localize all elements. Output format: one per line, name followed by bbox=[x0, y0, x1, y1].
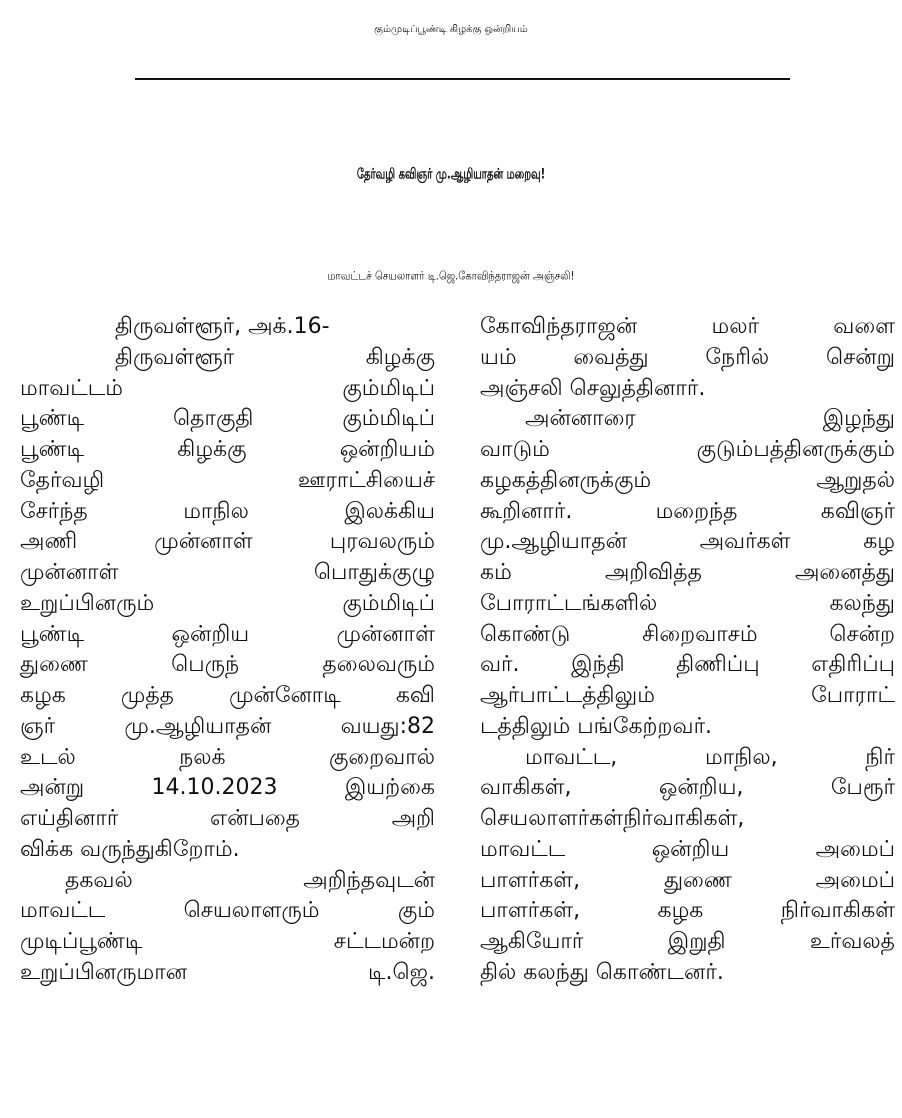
text-line bbox=[480, 527, 895, 558]
word: பாளர்கள், bbox=[480, 867, 581, 893]
word: நிர் bbox=[865, 744, 895, 770]
word: அன்று bbox=[20, 775, 85, 801]
text-line bbox=[20, 374, 435, 405]
word: அவர்கள் bbox=[699, 529, 791, 555]
text-line bbox=[480, 466, 895, 497]
word: சட்டமன்ற bbox=[333, 929, 435, 954]
word: திருவள்ளூர் bbox=[115, 344, 235, 370]
text-line: தில் கலந்து கொண்டனர். bbox=[480, 959, 724, 985]
word: அன்னாரை bbox=[525, 406, 636, 432]
word: இயற்கை bbox=[344, 775, 435, 801]
word: நலக் bbox=[179, 744, 226, 770]
word: ஒன்றிய bbox=[651, 836, 730, 862]
word: முன்னாள் bbox=[20, 560, 119, 585]
word: புரவலரும் bbox=[329, 529, 435, 555]
word: மாநில bbox=[183, 498, 249, 524]
word: வளை bbox=[833, 314, 895, 339]
word: முன்னாள் bbox=[154, 529, 253, 555]
headline: தேர்வழி கவிஞர் மு.ஆழியாதன் மறைவு! bbox=[356, 167, 546, 183]
text-line bbox=[480, 866, 895, 897]
word: தொகுதி bbox=[173, 406, 254, 432]
text-line bbox=[20, 497, 435, 528]
text-line bbox=[20, 958, 435, 989]
text-line bbox=[480, 558, 895, 589]
word: அறிந்தவுடன் bbox=[303, 867, 435, 893]
word: துணை bbox=[20, 652, 88, 678]
word: ஞர் bbox=[20, 713, 56, 739]
word: இறுதி bbox=[667, 929, 726, 954]
text-line bbox=[20, 681, 435, 712]
word: மாவட்ட, bbox=[525, 744, 618, 770]
word: வைத்து bbox=[573, 344, 649, 370]
word: கவி bbox=[395, 683, 435, 708]
word: திணிப்பு bbox=[676, 652, 760, 678]
word: போராட் bbox=[811, 683, 895, 708]
word: அணி bbox=[20, 529, 78, 555]
word: மலர் bbox=[711, 314, 759, 339]
text-line bbox=[20, 712, 435, 743]
word: போராட்டங்களில் bbox=[480, 590, 658, 616]
text-line bbox=[20, 773, 435, 804]
word: கவிஞர் bbox=[820, 498, 895, 524]
word: சிறைவாசம் bbox=[642, 621, 758, 647]
text-line: டத்திலும் பங்கேற்றவர். bbox=[480, 713, 713, 739]
word: அமைப் bbox=[815, 836, 895, 862]
word: உறுப்பினருமான bbox=[20, 959, 188, 985]
word: பூண்டி bbox=[20, 406, 85, 432]
word: சேர்ந்த bbox=[20, 498, 88, 524]
text-line: விக்க வருந்துகிறோம். bbox=[20, 836, 240, 862]
word: ஒன்றிய bbox=[171, 621, 250, 647]
text-line bbox=[20, 927, 435, 958]
word: மாநில, bbox=[704, 744, 778, 770]
word: ஊராட்சியைச் bbox=[297, 467, 435, 493]
word: இழந்து bbox=[822, 406, 895, 432]
word: செயலாளரும் bbox=[183, 898, 320, 924]
word: கழக bbox=[20, 683, 66, 708]
text-line bbox=[480, 773, 895, 804]
word: உர்வலத் bbox=[809, 929, 895, 954]
word: சென்று bbox=[825, 344, 895, 370]
word: டி.ஜெ. bbox=[368, 959, 435, 985]
word: வர். bbox=[480, 652, 520, 678]
text-line bbox=[20, 435, 435, 466]
word: வாகிகள், bbox=[480, 775, 572, 801]
word: தலைவரும் bbox=[322, 652, 435, 678]
word: எதிரிப்பு bbox=[811, 652, 895, 678]
text-line bbox=[20, 804, 435, 835]
word: ஆகியோர் bbox=[480, 929, 584, 954]
word: முடிப்பூண்டி bbox=[20, 929, 143, 954]
word: கும்மிடிப் bbox=[342, 406, 435, 432]
text-line bbox=[480, 743, 895, 774]
word: கிழக்கு bbox=[365, 344, 435, 370]
text-line bbox=[20, 558, 435, 589]
word: ஒன்றியம் bbox=[339, 437, 435, 462]
word: இலக்கிய bbox=[344, 498, 435, 524]
word: கலந்து bbox=[829, 590, 895, 616]
word: அறிவித்த bbox=[604, 560, 702, 585]
word: உடல் bbox=[20, 744, 76, 770]
word: தேர்வழி bbox=[20, 467, 105, 493]
text-line bbox=[20, 650, 435, 681]
word: நேரில் bbox=[705, 344, 770, 370]
word: பேரூர் bbox=[830, 775, 895, 801]
word: பாளர்கள், bbox=[480, 898, 581, 924]
word: அறி bbox=[391, 806, 435, 831]
word: சென்ற bbox=[829, 621, 895, 647]
word: பொதுக்குழு bbox=[313, 560, 435, 585]
word: மாவட்டம் bbox=[20, 375, 123, 401]
word: கும்மிடிப் bbox=[342, 590, 435, 616]
word: கிழக்கு bbox=[177, 437, 247, 462]
text-line bbox=[20, 466, 435, 497]
text-line bbox=[480, 343, 895, 374]
right-column bbox=[480, 312, 895, 989]
text-line bbox=[480, 896, 895, 927]
word: மாவட்ட bbox=[480, 836, 566, 862]
text-line bbox=[20, 743, 435, 774]
word: இந்தி bbox=[571, 652, 625, 678]
word: மு.ஆழியாதன் bbox=[124, 713, 272, 739]
text-line bbox=[20, 343, 435, 374]
word: குறைவால் bbox=[328, 744, 435, 770]
word: துணை bbox=[663, 867, 732, 893]
text-line bbox=[480, 404, 895, 435]
word: கும் bbox=[397, 898, 435, 924]
word: ஆர்பாட்டத்திலும் bbox=[480, 683, 655, 708]
text-line: அஞ்சலி செலுத்தினார். bbox=[480, 375, 706, 401]
text-line bbox=[480, 497, 895, 528]
word: கூறினார். bbox=[480, 498, 573, 524]
word: மாவட்ட bbox=[20, 898, 106, 924]
text-line bbox=[20, 527, 435, 558]
word: கழகத்தினருக்கும் bbox=[480, 467, 652, 493]
word: கோவிந்தராஜன் bbox=[480, 314, 638, 339]
text-line bbox=[480, 312, 895, 343]
word: கழ bbox=[863, 529, 895, 555]
word: குடும்பத்தினருக்கும் bbox=[696, 437, 895, 462]
word: கழக bbox=[657, 898, 704, 924]
word: பூண்டி bbox=[20, 437, 85, 462]
kicker-divider bbox=[135, 78, 790, 80]
text-line bbox=[20, 589, 435, 620]
text-line bbox=[20, 866, 435, 897]
text-line bbox=[480, 589, 895, 620]
text-line bbox=[480, 650, 895, 681]
text-line bbox=[480, 835, 895, 866]
word: பூண்டி bbox=[20, 621, 85, 647]
word: தகவல் bbox=[65, 867, 133, 893]
word: முன்னாள் bbox=[336, 621, 435, 647]
word: வயது:82 bbox=[340, 713, 435, 739]
text-line: திருவள்ளூர், அக்.16- bbox=[115, 314, 330, 339]
word: மறைந்த bbox=[655, 498, 738, 524]
text-line bbox=[20, 404, 435, 435]
word: கம் bbox=[480, 560, 512, 585]
word: அமைப் bbox=[815, 867, 895, 893]
text-line bbox=[20, 896, 435, 927]
text-line bbox=[480, 927, 895, 958]
text-line bbox=[20, 620, 435, 651]
word: கும்மிடிப் bbox=[342, 375, 435, 401]
word: அனைத்து bbox=[794, 560, 895, 585]
word: எய்தினார் bbox=[20, 806, 119, 831]
word: பெருந் bbox=[171, 652, 240, 678]
word: 14.10.2023 bbox=[151, 775, 278, 801]
word: என்பதை bbox=[209, 806, 301, 831]
word: கொண்டு bbox=[480, 621, 571, 647]
word: உறுப்பினரும் bbox=[20, 590, 155, 616]
text-line: செயலாளர்கள்நிர்வாகிகள், bbox=[480, 806, 745, 831]
word: நிர்வாகிகள் bbox=[780, 898, 895, 924]
text-line bbox=[480, 620, 895, 651]
word: முத்த bbox=[120, 683, 175, 708]
word: மு.ஆழியாதன் bbox=[480, 529, 627, 555]
left-column bbox=[20, 312, 435, 989]
word: ஆறுதல் bbox=[816, 467, 895, 493]
word: வாடும் bbox=[480, 437, 550, 462]
word: ஒன்றிய, bbox=[658, 775, 744, 801]
text-line bbox=[480, 681, 895, 712]
subheadline: மாவட்டச் செயலாளர் டி.ஜெ.கோவிந்தராஜன் அஞ்சலி! bbox=[327, 270, 575, 284]
word: யம் bbox=[480, 344, 517, 370]
text-line bbox=[480, 435, 895, 466]
kicker-heading: கும்முடிப்பூண்டி கிழக்கு ஒன்றியம் bbox=[374, 24, 528, 35]
word: முன்னோடி bbox=[229, 683, 341, 708]
